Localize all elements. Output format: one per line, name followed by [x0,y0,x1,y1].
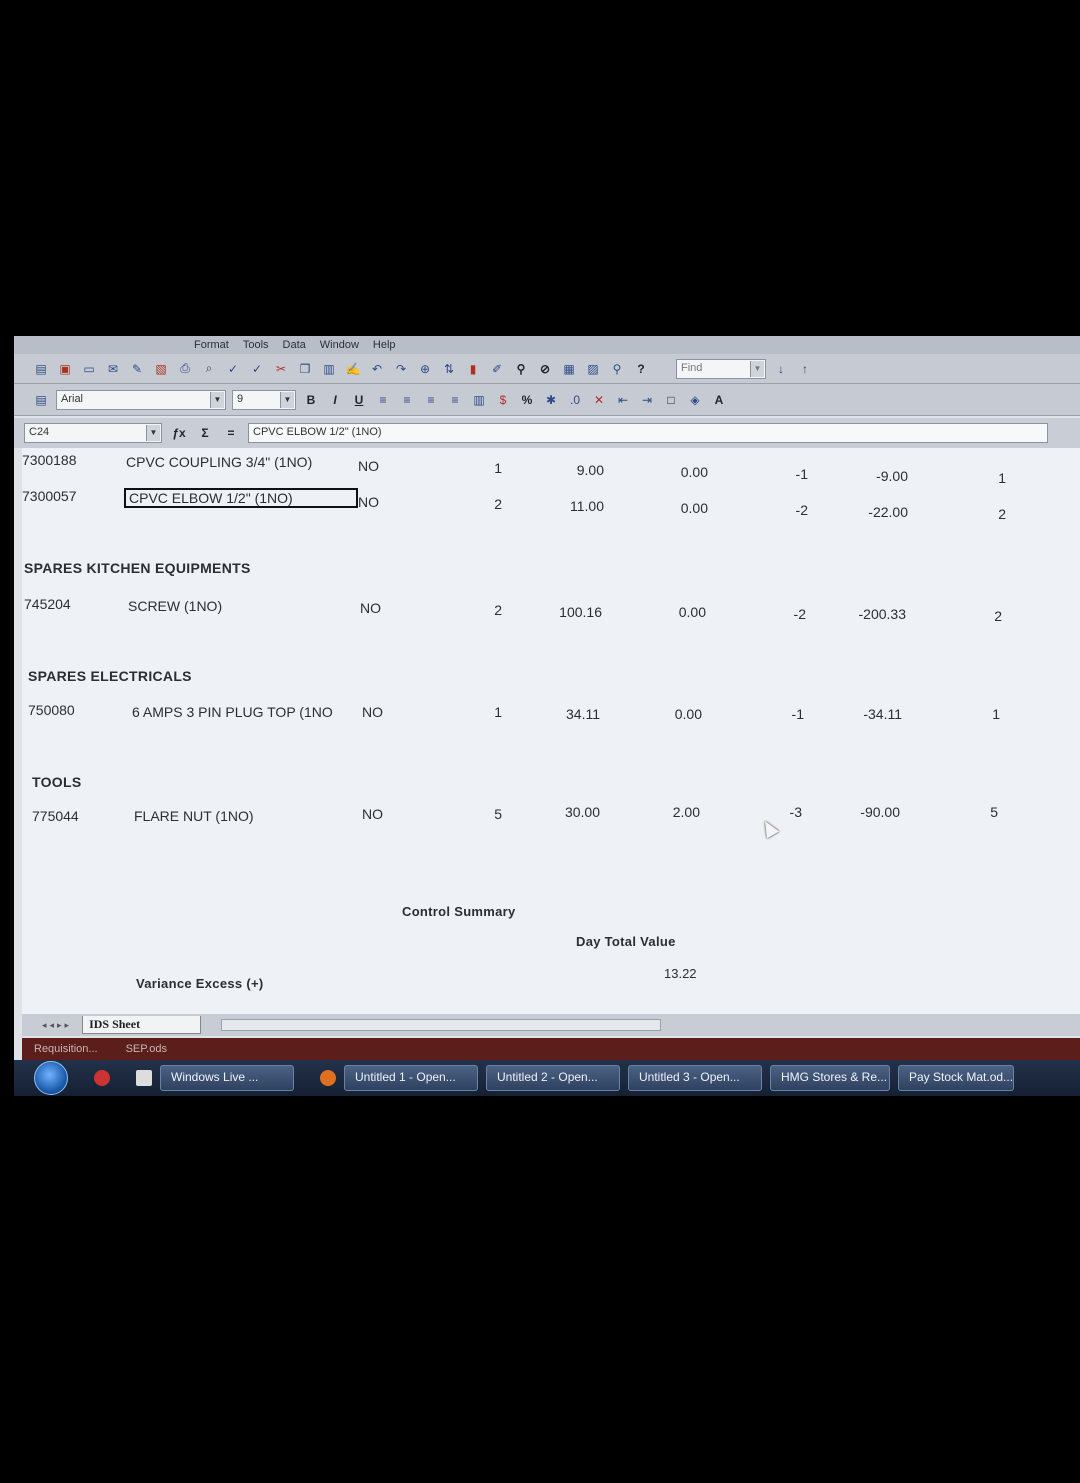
menu-bar [14,336,1080,354]
autospell-icon[interactable]: ✓ [251,361,263,376]
cell-description[interactable]: FLARE NUT (1NO) [134,808,254,824]
background-color-icon[interactable]: ◈ [690,392,700,407]
taskbar-untitled-3[interactable]: Untitled 3 - Open... [628,1065,762,1091]
cell-qty[interactable]: 2 [494,496,502,512]
font-name-select[interactable] [56,390,226,410]
print-preview-icon[interactable]: ⌕ [205,361,213,375]
find-placeholder: Find [681,361,703,374]
cell-value[interactable]: -9.00 [876,468,908,484]
font-size-select[interactable] [232,390,296,410]
cell-col6[interactable]: 0.00 [680,464,708,480]
justify-icon[interactable]: ≡ [451,392,459,407]
cell-rate[interactable]: 34.11 [566,706,600,722]
cell-last[interactable]: 2 [998,506,1006,522]
font-color-icon[interactable]: A [714,392,724,407]
styles-icon[interactable]: ▤ [35,392,47,407]
cell-flag[interactable]: NO [360,600,381,616]
font-name-value: Arial [61,392,84,405]
cell-col6[interactable]: 0.00 [680,500,708,516]
draw-functions-icon[interactable]: ✐ [491,361,503,376]
selected-cell[interactable]: CPVC ELBOW 1/2" (1NO) [124,488,358,508]
formula-bar [14,418,1080,448]
underline-button[interactable]: U [354,392,364,407]
delete-decimal-icon[interactable]: ✕ [593,392,605,407]
cell-col6[interactable]: 0.00 [678,604,706,620]
cell-last[interactable]: 5 [990,804,998,820]
menu-help[interactable]: Help [372,339,396,351]
paste-icon[interactable]: ▥ [323,361,335,376]
cell-reference: C24 [29,426,50,438]
cell-qty[interactable]: 2 [494,602,502,618]
cell-qty[interactable]: 1 [494,704,502,720]
cell-code[interactable]: 750080 [28,702,75,718]
currency-format-icon[interactable]: $ [499,392,507,407]
name-box-dropdown-icon[interactable]: ▼ [146,425,160,441]
horizontal-scrollbar[interactable] [221,1019,661,1031]
align-center-icon[interactable]: ≡ [403,392,411,407]
function-wizard-icon[interactable]: ƒx [172,426,186,440]
formula-input[interactable] [248,423,1048,443]
decrease-indent-icon[interactable]: ⇤ [617,392,629,407]
cell-diff[interactable]: -3 [789,804,802,820]
cell-flag[interactable]: NO [362,806,383,822]
cell-diff[interactable]: -2 [795,502,808,518]
cell-flag[interactable]: NO [362,704,383,720]
cell-code[interactable]: 745204 [24,596,71,612]
day-total-label: Day Total Value [576,934,676,949]
cell-last[interactable]: 2 [994,608,1002,624]
taskbar-untitled-2[interactable]: Untitled 2 - Open... [486,1065,620,1091]
cell-last[interactable]: 1 [998,470,1006,486]
cell-description[interactable]: 6 AMPS 3 PIN PLUG TOP (1NO [132,704,333,720]
taskbar-pay-stock[interactable]: Pay Stock Mat.od... [898,1065,1014,1091]
mouse-pointer-icon [759,818,779,839]
save-icon[interactable]: ▭ [83,361,95,376]
formatting-toolbar [14,384,1080,416]
cell-qty[interactable]: 1 [494,460,502,476]
start-button[interactable] [34,1061,68,1095]
taskbar-windows-live[interactable]: Windows Live ... [160,1065,294,1091]
standard-toolbar [14,354,1080,384]
control-summary-heading: Control Summary [402,904,516,919]
variance-excess-label: Variance Excess (+) [136,976,264,991]
taskbar-hmg-stores[interactable]: HMG Stores & Re... [770,1065,890,1091]
cell-rate[interactable]: 30.00 [564,804,600,820]
tab-navigation-icon[interactable]: ◂◂▸▸ [42,1019,73,1030]
doc-requisition[interactable]: Requisition... [34,1043,98,1055]
font-size-dropdown-icon[interactable]: ▼ [280,392,294,408]
cell-value[interactable]: -22.00 [868,504,908,520]
cell-last[interactable]: 1 [992,706,1000,722]
cell-flag[interactable]: NO [358,458,379,474]
navigator-icon[interactable]: ⊘ [539,361,551,376]
notes-icon[interactable] [136,1070,152,1086]
percent-format-icon[interactable]: % [521,392,533,407]
cell-rate[interactable]: 9.00 [576,462,604,478]
standard-format-icon[interactable]: ✱ [545,392,557,407]
italic-button[interactable]: I [333,392,337,407]
cell-value[interactable]: -34.11 [863,706,902,722]
align-left-icon[interactable]: ≡ [379,392,387,407]
align-right-icon[interactable]: ≡ [427,392,435,407]
cell-diff[interactable]: -2 [793,606,806,622]
cell-rate[interactable]: 100.16 [559,604,602,620]
spreadsheet-grid[interactable] [22,448,1080,1018]
monitor-screen [14,336,1080,1096]
section-heading: TOOLS [32,774,82,790]
bold-button[interactable]: B [306,392,316,407]
cell-code[interactable]: 7300188 [22,452,77,468]
hyperlink-icon[interactable]: ⊕ [419,361,431,376]
copy-icon[interactable]: ❐ [299,361,311,376]
open-icon[interactable]: ▣ [59,361,71,376]
borders-icon[interactable]: □ [667,392,675,407]
section-heading: SPARES ELECTRICALS [28,668,192,684]
find-replace-icon[interactable]: ⚲ [516,361,526,376]
cell-diff[interactable]: -1 [795,466,808,482]
menu-data[interactable]: Data [282,339,306,351]
export-pdf-icon[interactable]: ▧ [155,361,167,376]
windows-taskbar [14,1060,1080,1096]
sort-ascending-icon[interactable]: ⇅ [443,361,455,376]
redo-icon[interactable]: ↷ [395,361,407,376]
new-document-icon[interactable]: ▤ [35,361,47,376]
spellcheck-icon[interactable]: ✓ [227,361,239,376]
format-paintbrush-icon[interactable]: ✍ [345,361,361,376]
cut-icon[interactable]: ✂ [275,361,287,376]
cell-value[interactable]: -200.33 [858,606,906,622]
zoom-icon[interactable]: ⚲ [612,361,622,376]
cell-rate[interactable]: 11.00 [570,498,604,514]
function-icon[interactable]: = [227,426,235,440]
add-decimal-icon[interactable]: .0 [569,392,580,407]
undo-icon[interactable]: ↶ [371,361,383,376]
cell-qty[interactable]: 5 [494,806,502,822]
gallery-icon[interactable]: ▦ [563,361,575,376]
cell-description[interactable]: SCREW (1NO) [128,598,223,614]
find-input[interactable] [676,359,766,379]
email-icon[interactable]: ✉ [107,361,119,376]
merge-cells-icon[interactable]: ▥ [473,392,485,407]
cell-description[interactable]: CPVC COUPLING 3/4" (1NO) [126,454,313,470]
help-icon[interactable]: ? [637,361,645,376]
section-heading: SPARES KITCHEN EQUIPMENTS [24,560,251,576]
sheet-tab-bar [22,1014,1080,1036]
taskbar-untitled-1[interactable]: Untitled 1 - Open... [344,1065,478,1091]
open-documents-strip [22,1038,1080,1060]
cell-code[interactable]: 7300057 [22,488,77,504]
find-next-icon[interactable]: ↓ [778,361,784,376]
find-dropdown-icon[interactable]: ▼ [750,361,764,377]
menu-format[interactable]: Format [194,339,229,351]
name-box[interactable] [24,423,162,443]
data-sources-icon[interactable]: ▨ [587,361,599,376]
formula-content: CPVC ELBOW 1/2" (1NO) [253,426,382,438]
find-previous-icon[interactable]: ↑ [802,361,808,376]
cell-flag[interactable]: NO [358,494,379,510]
sum-icon[interactable]: Σ [201,426,209,440]
font-name-dropdown-icon[interactable]: ▼ [210,392,224,408]
cell-col6[interactable]: 2.00 [672,804,700,820]
doc-sep[interactable]: SEP.ods [125,1043,167,1055]
cell-col6[interactable]: 0.00 [674,706,702,722]
print-icon[interactable]: ⎙ [180,361,190,375]
firefox-icon[interactable] [320,1070,336,1086]
day-total-value[interactable]: 13.22 [664,966,697,981]
cell-value[interactable]: -90.00 [860,804,900,820]
chart-icon[interactable]: ▮ [469,361,477,376]
increase-indent-icon[interactable]: ⇥ [641,392,653,407]
font-size-value: 9 [237,392,244,405]
cell-diff[interactable]: -1 [791,706,804,722]
cell-code[interactable]: 775044 [32,808,79,824]
edit-file-icon[interactable]: ✎ [131,361,143,376]
sheet-tab[interactable]: IDS Sheet [82,1016,201,1034]
menu-tools[interactable]: Tools [242,339,269,351]
menu-window[interactable]: Window [319,339,359,351]
chrome-icon[interactable] [94,1070,110,1086]
